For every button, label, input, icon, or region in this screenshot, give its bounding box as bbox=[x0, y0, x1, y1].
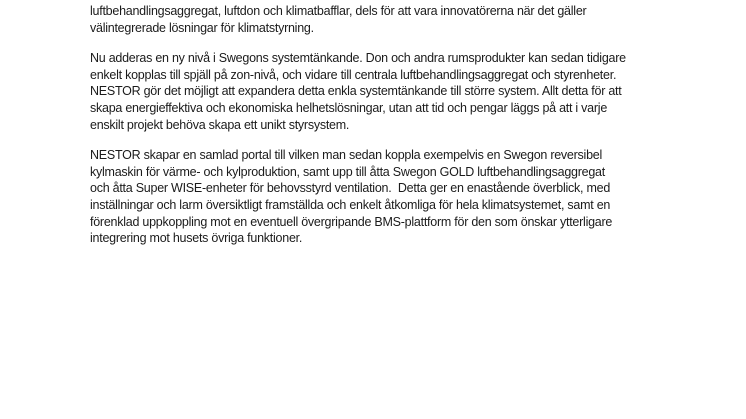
text-line: enkelt kopplas till spjäll på zon-nivå, och vidare till centrala luftbehandlingsaggregat och styrenheter. bbox=[90, 67, 617, 82]
text-line: inställningar och larm översiktligt framställda och enkelt åtkomliga för hela klimatsystemet, samt en bbox=[90, 197, 611, 212]
text-line: NESTOR skapar en samlad portal till vilken man sedan koppla exempelvis en Swegon reversibel bbox=[90, 148, 603, 163]
text-line: Nu adderas en ny nivå i Swegons systemtänkande. Don och andra rumsprodukter kan sedan tidigare bbox=[90, 51, 626, 66]
text-line: välintegrerade lösningar för klimatstyrning. bbox=[90, 20, 314, 35]
text-line: skapa energieffektiva och ekonomiska helhetslösningar, utan att tid och pengar läggs på att i varje bbox=[90, 100, 608, 115]
paragraph-1 bbox=[90, 3, 690, 36]
text-line: luftbehandlingsaggregat, luftdon och klimatbafflar, dels för att vara innovatörerna när det gäller bbox=[90, 4, 587, 18]
text-line: NESTOR gör det möjligt att expandera detta enkla systemtänkande till större system. Allt detta för att bbox=[90, 84, 622, 99]
text-line: förenklad uppkoppling mot en eventuell övergripande BMS-plattform för den som önskar ytterligare bbox=[90, 214, 613, 229]
paragraph-3 bbox=[90, 147, 690, 247]
text-line: kylmaskin för värme- och kylproduktion, samt upp till åtta Swegon GOLD luftbehandlingsaggregat bbox=[90, 164, 605, 179]
document-page bbox=[90, 3, 690, 261]
text-line: integrering mot husets övriga funktioner. bbox=[90, 231, 303, 246]
paragraph-2 bbox=[90, 50, 690, 133]
text-line: och åtta Super WISE-enheter för behovsstyrd ventilation. Detta ger en enastående överblick, med bbox=[90, 181, 611, 196]
text-line: enskilt projekt behöva skapa ett unikt styrsystem. bbox=[90, 117, 350, 132]
